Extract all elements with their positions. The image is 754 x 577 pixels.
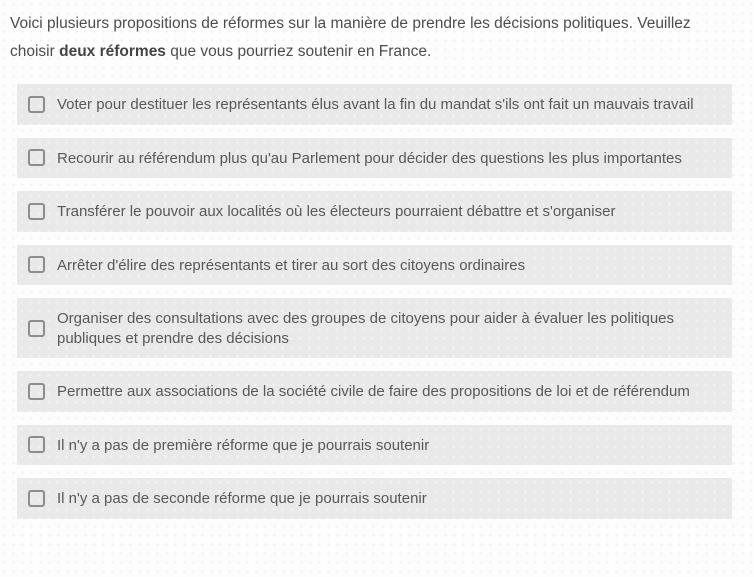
option-label: Recourir au référendum plus qu'au Parlement pour décider des questions les plus importantes — [57, 149, 682, 167]
option-row-no-first-reform[interactable] — [17, 425, 732, 466]
checkbox[interactable] — [28, 436, 45, 453]
option-row-civil-society[interactable] — [17, 371, 732, 412]
question-intro-text-1: Voici plusieurs propositions de réformes sur la manière de prendre les décisions politiques. Veuillez choisir — [10, 15, 691, 60]
checkbox[interactable] — [28, 149, 45, 166]
option-label: Il n'y a pas de seconde réforme que je pourrais soutenir — [57, 490, 427, 507]
option-label: Transférer le pouvoir aux localités où les électeurs pourraient débattre et s'organiser — [57, 203, 616, 220]
option-label: Permettre aux associations de la société civile de faire des propositions de loi et de référendum — [57, 383, 690, 400]
option-label: Voter pour destituer les représentants élus avant la fin du mandat s'ils ont fait un mauvais travail — [57, 96, 694, 113]
option-row-referendum[interactable] — [17, 138, 732, 179]
option-label: Arrêter d'élire des représentants et tirer au sort des citoyens ordinaires — [57, 256, 526, 274]
checkbox[interactable] — [28, 490, 45, 507]
question-intro-text-2: que vous pourriez soutenir en France. — [165, 43, 432, 60]
question-intro-bold: deux réformes — [59, 43, 166, 60]
checkbox[interactable] — [28, 256, 45, 273]
option-row-recall-vote[interactable] — [17, 84, 732, 125]
checkbox[interactable] — [28, 383, 45, 400]
checkbox[interactable] — [28, 320, 45, 337]
option-row-sortition[interactable] — [17, 245, 732, 286]
option-label: Il n'y a pas de première réforme que je pourrais soutenir — [57, 436, 430, 454]
option-row-local-power[interactable] — [17, 191, 732, 232]
option-label: Organiser des consultations avec des groupes de citoyens pour aider à évaluer les politiques publiques et prendre des décisions — [57, 310, 675, 347]
option-row-no-second-reform[interactable] — [17, 478, 732, 519]
question-intro — [10, 10, 732, 66]
checkbox[interactable] — [28, 96, 45, 113]
option-row-citizen-consultations[interactable] — [17, 298, 732, 358]
options-list — [10, 84, 732, 519]
checkbox[interactable] — [28, 203, 45, 220]
